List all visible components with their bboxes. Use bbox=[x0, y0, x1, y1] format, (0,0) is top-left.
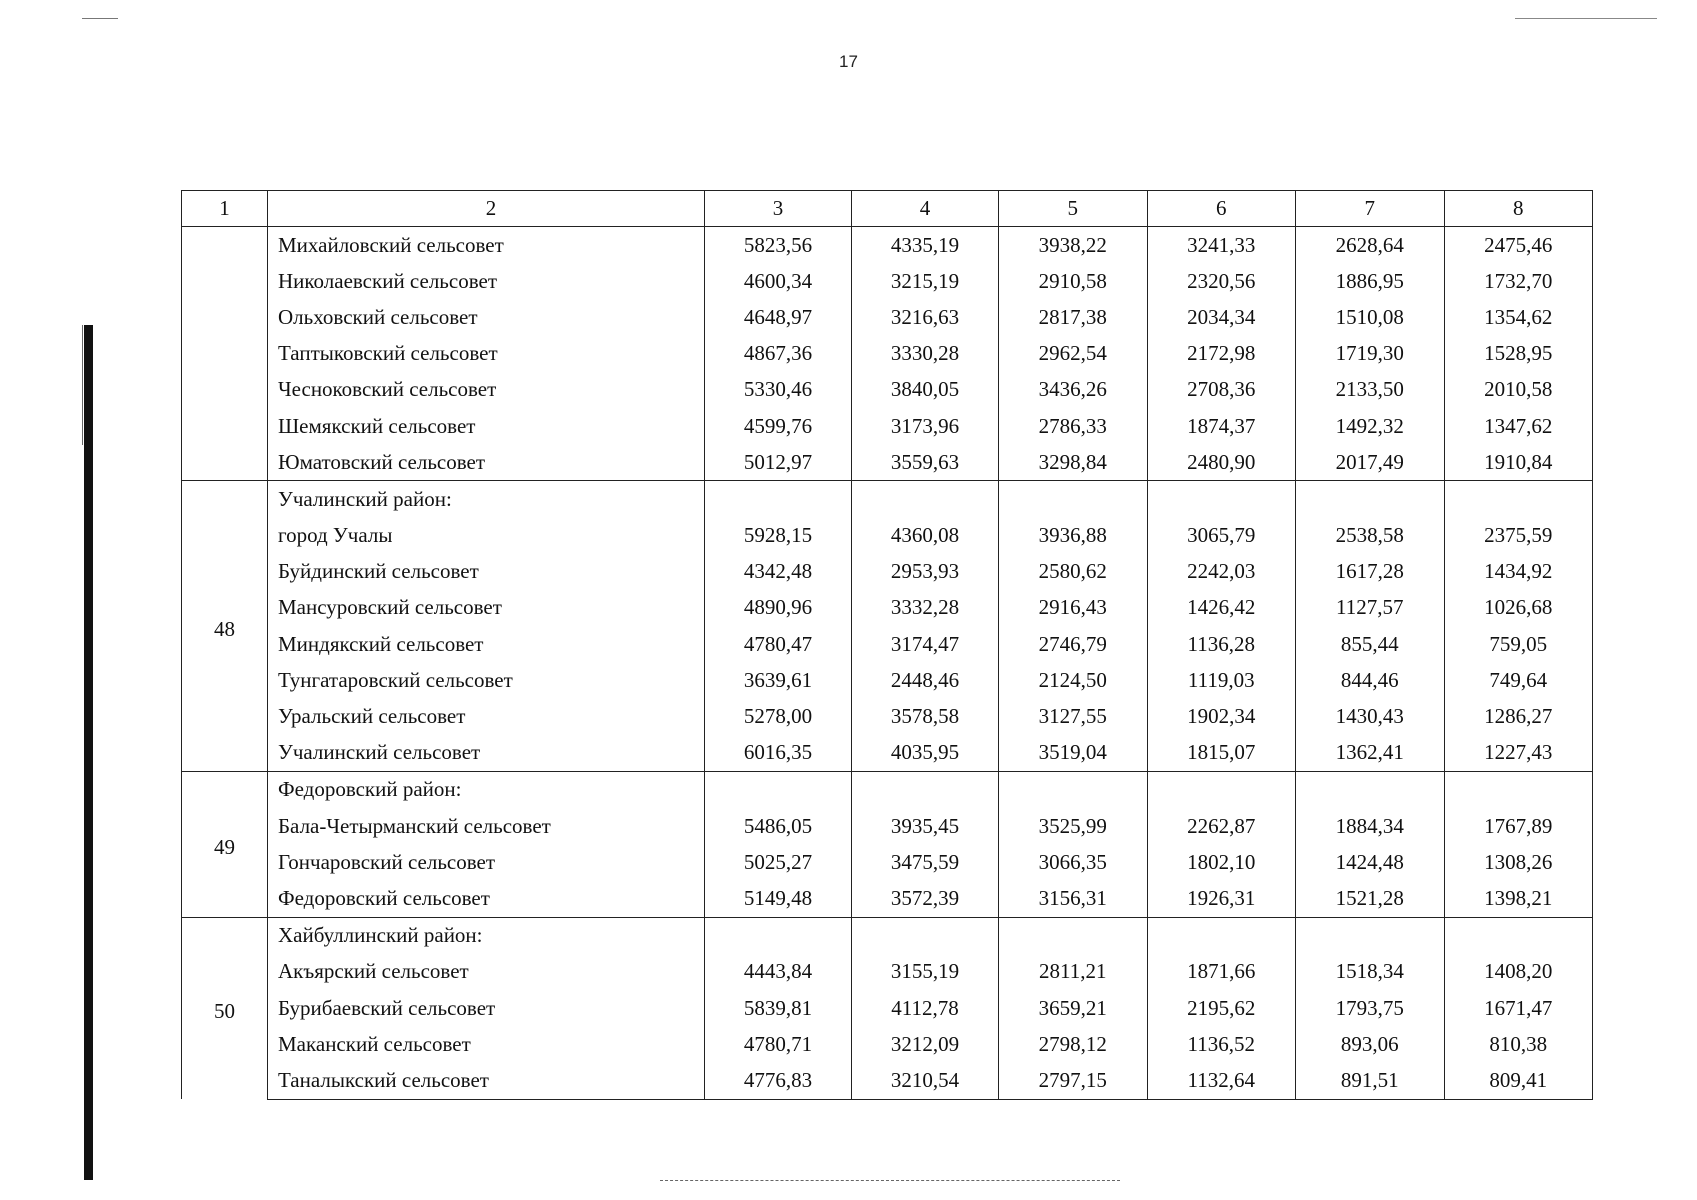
value-cell-col-7: 1362,41 bbox=[1296, 735, 1445, 772]
empty-cell bbox=[852, 917, 999, 954]
scan-artifact-bottom bbox=[660, 1180, 1120, 1182]
table-row bbox=[182, 880, 1593, 917]
value-cell-col-4: 3475,59 bbox=[852, 844, 999, 880]
empty-cell bbox=[1296, 481, 1445, 518]
value-cell-col-8: 1398,21 bbox=[1444, 880, 1593, 917]
table-header-row bbox=[182, 191, 1593, 227]
value-cell-col-4: 3212,09 bbox=[852, 1026, 999, 1062]
table-row bbox=[182, 1062, 1593, 1099]
value-cell-col-5: 2910,58 bbox=[999, 263, 1148, 299]
value-cell-col-7: 893,06 bbox=[1296, 1026, 1445, 1062]
data-table bbox=[181, 190, 1593, 1100]
value-cell-col-6: 1136,28 bbox=[1147, 626, 1296, 662]
settlement-name: Таналыкский сельсовет bbox=[268, 1062, 705, 1099]
settlement-name: Акъярский сельсовет bbox=[268, 954, 705, 990]
value-cell-col-3: 6016,35 bbox=[705, 735, 852, 772]
value-cell-col-7: 1719,30 bbox=[1296, 336, 1445, 372]
table-row bbox=[182, 444, 1593, 481]
value-cell-col-8: 2375,59 bbox=[1444, 518, 1593, 554]
value-cell-col-5: 3659,21 bbox=[999, 990, 1148, 1026]
value-cell-col-5: 2962,54 bbox=[999, 336, 1148, 372]
value-cell-col-5: 2811,21 bbox=[999, 954, 1148, 990]
table-row bbox=[182, 808, 1593, 844]
value-cell-col-6: 1871,66 bbox=[1147, 954, 1296, 990]
settlement-name: Шемякский сельсовет bbox=[268, 408, 705, 444]
scan-artifact-top-left bbox=[82, 18, 118, 19]
value-cell-col-4: 3935,45 bbox=[852, 808, 999, 844]
value-cell-col-3: 4342,48 bbox=[705, 554, 852, 590]
value-cell-col-6: 2480,90 bbox=[1147, 444, 1296, 481]
value-cell-col-8: 1767,89 bbox=[1444, 808, 1593, 844]
table-row bbox=[182, 1026, 1593, 1062]
scan-artifact-left-line bbox=[82, 325, 83, 445]
empty-cell bbox=[1296, 771, 1445, 808]
value-cell-col-8: 1308,26 bbox=[1444, 844, 1593, 880]
value-cell-col-3: 4780,47 bbox=[705, 626, 852, 662]
value-cell-col-8: 1528,95 bbox=[1444, 336, 1593, 372]
value-cell-col-8: 1408,20 bbox=[1444, 954, 1593, 990]
settlement-name: Миндякский сельсовет bbox=[268, 626, 705, 662]
group-number: 50 bbox=[182, 917, 268, 1099]
column-header-7: 7 bbox=[1296, 191, 1445, 227]
value-cell-col-4: 4335,19 bbox=[852, 227, 999, 264]
value-cell-col-3: 4780,71 bbox=[705, 1026, 852, 1062]
table-row bbox=[182, 336, 1593, 372]
value-cell-col-3: 4600,34 bbox=[705, 263, 852, 299]
value-cell-col-5: 2916,43 bbox=[999, 590, 1148, 626]
value-cell-col-7: 1886,95 bbox=[1296, 263, 1445, 299]
value-cell-col-5: 3127,55 bbox=[999, 698, 1148, 734]
value-cell-col-5: 2798,12 bbox=[999, 1026, 1148, 1062]
value-cell-col-5: 2580,62 bbox=[999, 554, 1148, 590]
value-cell-col-5: 3436,26 bbox=[999, 372, 1148, 408]
table-row bbox=[182, 590, 1593, 626]
value-cell-col-7: 1518,34 bbox=[1296, 954, 1445, 990]
value-cell-col-5: 2797,15 bbox=[999, 1062, 1148, 1099]
value-cell-col-7: 2538,58 bbox=[1296, 518, 1445, 554]
empty-cell bbox=[1444, 917, 1593, 954]
settlement-name: Федоровский сельсовет bbox=[268, 880, 705, 917]
value-cell-col-5: 3938,22 bbox=[999, 227, 1148, 264]
district-title: Хайбуллинский район: bbox=[268, 917, 705, 954]
settlement-name: Бала-Четырманский сельсовет bbox=[268, 808, 705, 844]
value-cell-col-6: 3065,79 bbox=[1147, 518, 1296, 554]
scan-artifact-left-bar bbox=[84, 325, 93, 1180]
value-cell-col-5: 2124,50 bbox=[999, 662, 1148, 698]
column-header-6: 6 bbox=[1147, 191, 1296, 227]
empty-cell bbox=[1147, 917, 1296, 954]
value-cell-col-8: 1434,92 bbox=[1444, 554, 1593, 590]
district-title: Учалинский район: bbox=[268, 481, 705, 518]
column-header-2: 2 bbox=[268, 191, 705, 227]
value-cell-col-5: 3519,04 bbox=[999, 735, 1148, 772]
district-title-row bbox=[182, 771, 1593, 808]
value-cell-col-7: 1617,28 bbox=[1296, 554, 1445, 590]
value-cell-col-8: 749,64 bbox=[1444, 662, 1593, 698]
value-cell-col-3: 4890,96 bbox=[705, 590, 852, 626]
settlement-name: Михайловский сельсовет bbox=[268, 227, 705, 264]
settlement-name: город Учалы bbox=[268, 518, 705, 554]
value-cell-col-7: 855,44 bbox=[1296, 626, 1445, 662]
empty-cell bbox=[999, 917, 1148, 954]
value-cell-col-6: 2172,98 bbox=[1147, 336, 1296, 372]
value-cell-col-7: 1793,75 bbox=[1296, 990, 1445, 1026]
group-number: 48 bbox=[182, 481, 268, 772]
empty-cell bbox=[1147, 481, 1296, 518]
settlement-name: Бурибаевский сельсовет bbox=[268, 990, 705, 1026]
value-cell-col-5: 3298,84 bbox=[999, 444, 1148, 481]
empty-cell bbox=[1444, 481, 1593, 518]
table-row bbox=[182, 263, 1593, 299]
settlement-name: Ольховский сельсовет bbox=[268, 299, 705, 335]
value-cell-col-4: 2448,46 bbox=[852, 662, 999, 698]
settlement-name: Тунгатаровский сельсовет bbox=[268, 662, 705, 698]
value-cell-col-3: 5928,15 bbox=[705, 518, 852, 554]
value-cell-col-6: 1119,03 bbox=[1147, 662, 1296, 698]
settlement-name: Мансуровский сельсовет bbox=[268, 590, 705, 626]
empty-cell bbox=[999, 481, 1148, 518]
table-row bbox=[182, 735, 1593, 772]
value-cell-col-8: 1910,84 bbox=[1444, 444, 1593, 481]
settlement-name: Юматовский сельсовет bbox=[268, 444, 705, 481]
empty-cell bbox=[705, 481, 852, 518]
district-title: Федоровский район: bbox=[268, 771, 705, 808]
value-cell-col-7: 1127,57 bbox=[1296, 590, 1445, 626]
value-cell-col-8: 1354,62 bbox=[1444, 299, 1593, 335]
value-cell-col-4: 3330,28 bbox=[852, 336, 999, 372]
settlement-name: Гончаровский сельсовет bbox=[268, 844, 705, 880]
value-cell-col-7: 1521,28 bbox=[1296, 880, 1445, 917]
group-number bbox=[182, 227, 268, 481]
value-cell-col-3: 3639,61 bbox=[705, 662, 852, 698]
value-cell-col-6: 1902,34 bbox=[1147, 698, 1296, 734]
table-row bbox=[182, 554, 1593, 590]
value-cell-col-5: 3156,31 bbox=[999, 880, 1148, 917]
table-row bbox=[182, 954, 1593, 990]
group-number: 49 bbox=[182, 771, 268, 917]
value-cell-col-3: 5278,00 bbox=[705, 698, 852, 734]
value-cell-col-8: 1026,68 bbox=[1444, 590, 1593, 626]
value-cell-col-5: 3525,99 bbox=[999, 808, 1148, 844]
value-cell-col-6: 3241,33 bbox=[1147, 227, 1296, 264]
value-cell-col-6: 1815,07 bbox=[1147, 735, 1296, 772]
value-cell-col-6: 2320,56 bbox=[1147, 263, 1296, 299]
table-row bbox=[182, 227, 1593, 264]
value-cell-col-8: 810,38 bbox=[1444, 1026, 1593, 1062]
value-cell-col-8: 759,05 bbox=[1444, 626, 1593, 662]
value-cell-col-3: 5149,48 bbox=[705, 880, 852, 917]
empty-cell bbox=[705, 917, 852, 954]
value-cell-col-4: 3559,63 bbox=[852, 444, 999, 481]
column-header-1: 1 bbox=[182, 191, 268, 227]
value-cell-col-3: 5823,56 bbox=[705, 227, 852, 264]
value-cell-col-8: 809,41 bbox=[1444, 1062, 1593, 1099]
value-cell-col-4: 3572,39 bbox=[852, 880, 999, 917]
value-cell-col-5: 2746,79 bbox=[999, 626, 1148, 662]
value-cell-col-3: 4648,97 bbox=[705, 299, 852, 335]
value-cell-col-7: 1510,08 bbox=[1296, 299, 1445, 335]
value-cell-col-4: 4035,95 bbox=[852, 735, 999, 772]
value-cell-col-6: 2034,34 bbox=[1147, 299, 1296, 335]
value-cell-col-8: 2475,46 bbox=[1444, 227, 1593, 264]
empty-cell bbox=[852, 771, 999, 808]
value-cell-col-6: 1926,31 bbox=[1147, 880, 1296, 917]
district-title-row bbox=[182, 917, 1593, 954]
value-cell-col-7: 2628,64 bbox=[1296, 227, 1445, 264]
value-cell-col-4: 3578,58 bbox=[852, 698, 999, 734]
empty-cell bbox=[1296, 917, 1445, 954]
value-cell-col-5: 3066,35 bbox=[999, 844, 1148, 880]
value-cell-col-3: 5025,27 bbox=[705, 844, 852, 880]
value-cell-col-3: 4776,83 bbox=[705, 1062, 852, 1099]
table-row bbox=[182, 372, 1593, 408]
empty-cell bbox=[999, 771, 1148, 808]
table-body bbox=[182, 227, 1593, 1100]
value-cell-col-6: 2242,03 bbox=[1147, 554, 1296, 590]
value-cell-col-7: 2017,49 bbox=[1296, 444, 1445, 481]
value-cell-col-3: 4443,84 bbox=[705, 954, 852, 990]
value-cell-col-7: 844,46 bbox=[1296, 662, 1445, 698]
value-cell-col-3: 5330,46 bbox=[705, 372, 852, 408]
settlement-name: Таптыковский сельсовет bbox=[268, 336, 705, 372]
column-header-4: 4 bbox=[852, 191, 999, 227]
value-cell-col-3: 5012,97 bbox=[705, 444, 852, 481]
value-cell-col-7: 2133,50 bbox=[1296, 372, 1445, 408]
value-cell-col-3: 4599,76 bbox=[705, 408, 852, 444]
value-cell-col-8: 1671,47 bbox=[1444, 990, 1593, 1026]
value-cell-col-3: 5486,05 bbox=[705, 808, 852, 844]
value-cell-col-8: 1227,43 bbox=[1444, 735, 1593, 772]
value-cell-col-4: 3332,28 bbox=[852, 590, 999, 626]
value-cell-col-6: 1136,52 bbox=[1147, 1026, 1296, 1062]
empty-cell bbox=[1147, 771, 1296, 808]
table-row bbox=[182, 698, 1593, 734]
value-cell-col-6: 1426,42 bbox=[1147, 590, 1296, 626]
settlement-name: Маканский сельсовет bbox=[268, 1026, 705, 1062]
value-cell-col-4: 3215,19 bbox=[852, 263, 999, 299]
value-cell-col-7: 1492,32 bbox=[1296, 408, 1445, 444]
scan-artifact-top-right bbox=[1515, 18, 1657, 19]
empty-cell bbox=[1444, 771, 1593, 808]
value-cell-col-6: 2262,87 bbox=[1147, 808, 1296, 844]
column-header-3: 3 bbox=[705, 191, 852, 227]
table-header bbox=[182, 191, 1593, 227]
value-cell-col-4: 4112,78 bbox=[852, 990, 999, 1026]
value-cell-col-7: 1430,43 bbox=[1296, 698, 1445, 734]
value-cell-col-8: 1286,27 bbox=[1444, 698, 1593, 734]
value-cell-col-8: 1347,62 bbox=[1444, 408, 1593, 444]
value-cell-col-7: 1424,48 bbox=[1296, 844, 1445, 880]
value-cell-col-4: 4360,08 bbox=[852, 518, 999, 554]
value-cell-col-3: 4867,36 bbox=[705, 336, 852, 372]
settlement-name: Буйдинский сельсовет bbox=[268, 554, 705, 590]
value-cell-col-6: 1132,64 bbox=[1147, 1062, 1296, 1099]
value-cell-col-6: 2195,62 bbox=[1147, 990, 1296, 1026]
value-cell-col-5: 3936,88 bbox=[999, 518, 1148, 554]
value-cell-col-6: 1874,37 bbox=[1147, 408, 1296, 444]
value-cell-col-4: 3155,19 bbox=[852, 954, 999, 990]
table-row bbox=[182, 626, 1593, 662]
table-row bbox=[182, 518, 1593, 554]
table-row bbox=[182, 844, 1593, 880]
settlement-name: Уральский сельсовет bbox=[268, 698, 705, 734]
value-cell-col-8: 2010,58 bbox=[1444, 372, 1593, 408]
value-cell-col-4: 3174,47 bbox=[852, 626, 999, 662]
table-row bbox=[182, 299, 1593, 335]
table-row bbox=[182, 990, 1593, 1026]
value-cell-col-5: 2817,38 bbox=[999, 299, 1148, 335]
value-cell-col-4: 3173,96 bbox=[852, 408, 999, 444]
value-cell-col-6: 1802,10 bbox=[1147, 844, 1296, 880]
empty-cell bbox=[705, 771, 852, 808]
value-cell-col-3: 5839,81 bbox=[705, 990, 852, 1026]
settlement-name: Учалинский сельсовет bbox=[268, 735, 705, 772]
value-cell-col-7: 1884,34 bbox=[1296, 808, 1445, 844]
column-header-8: 8 bbox=[1444, 191, 1593, 227]
empty-cell bbox=[852, 481, 999, 518]
table-row bbox=[182, 408, 1593, 444]
value-cell-col-4: 3210,54 bbox=[852, 1062, 999, 1099]
page-number: 17 bbox=[839, 52, 858, 71]
value-cell-col-4: 2953,93 bbox=[852, 554, 999, 590]
value-cell-col-5: 2786,33 bbox=[999, 408, 1148, 444]
table-row bbox=[182, 662, 1593, 698]
value-cell-col-7: 891,51 bbox=[1296, 1062, 1445, 1099]
district-title-row bbox=[182, 481, 1593, 518]
column-header-5: 5 bbox=[999, 191, 1148, 227]
value-cell-col-4: 3216,63 bbox=[852, 299, 999, 335]
settlement-name: Николаевский сельсовет bbox=[268, 263, 705, 299]
value-cell-col-4: 3840,05 bbox=[852, 372, 999, 408]
settlement-name: Чесноковский сельсовет bbox=[268, 372, 705, 408]
value-cell-col-8: 1732,70 bbox=[1444, 263, 1593, 299]
value-cell-col-6: 2708,36 bbox=[1147, 372, 1296, 408]
